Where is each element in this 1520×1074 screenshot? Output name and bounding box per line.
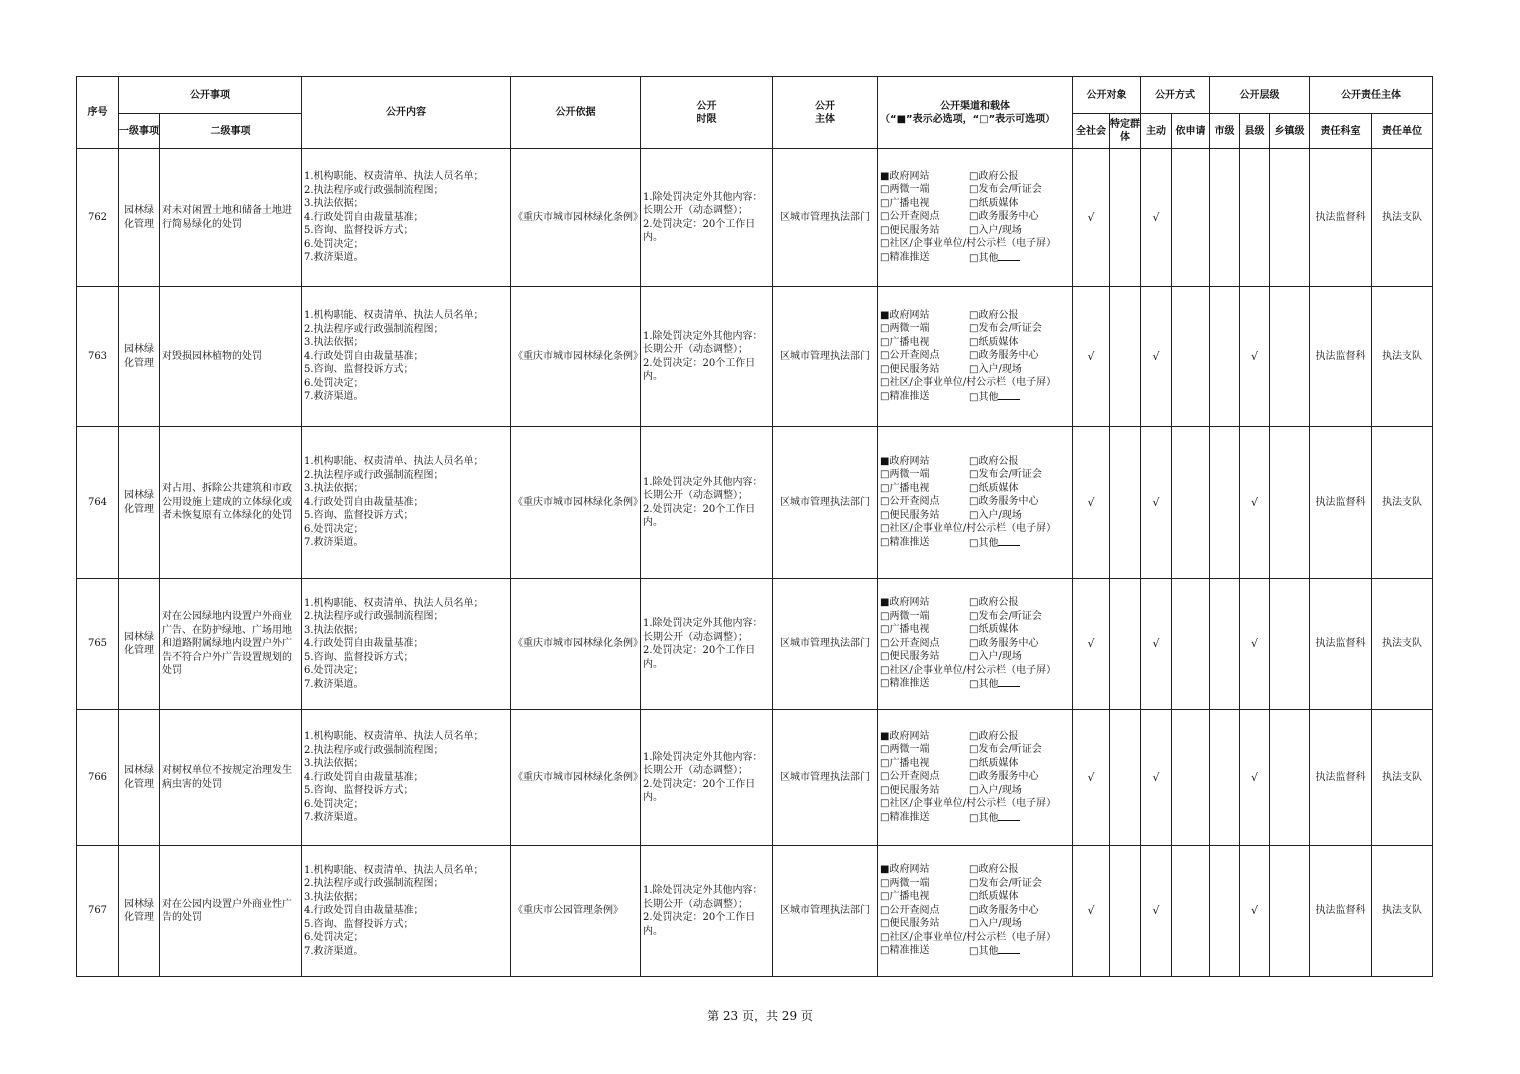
- channel-option: □入户/现场: [969, 363, 1022, 375]
- channel-option: □社区/企事业单位/村公示栏（电子屏）: [880, 523, 1057, 535]
- cell-target-all: √: [1073, 427, 1110, 579]
- channel-option: □政府公报: [969, 309, 1019, 321]
- channel-option: □便民服务站: [880, 651, 940, 663]
- cell-content: 1.机构职能、权责清单、执法人员名单； 2.执法程序或行政强制流程图； 3.执法依据； 4.行政处罚自由裁量基准； 5.咨询、监督投诉方式； 6.处罚决定； 7.救济渠道。: [302, 579, 511, 710]
- blank-line: [998, 536, 1020, 546]
- cell-basis: 《重庆市城市园林绿化条例》: [511, 579, 641, 710]
- cell-level-town: [1270, 710, 1310, 846]
- cell-level-city: [1210, 579, 1240, 710]
- cell-target-specific: [1110, 579, 1141, 710]
- header-seq: 序号: [77, 77, 119, 149]
- channel-option: □社区/企事业单位/村公示栏（电子屏）: [880, 377, 1057, 389]
- channel-option: □公开查阅点: [880, 771, 940, 783]
- cell-subject: 区城市管理执法部门: [773, 710, 878, 846]
- cell-level-town: [1270, 579, 1310, 710]
- channel-option: □发布会/听证会: [969, 610, 1042, 622]
- blank-line: [998, 811, 1020, 821]
- cell-mode-request: [1172, 149, 1210, 287]
- cell-level-city: [1210, 710, 1240, 846]
- channel-list: [878, 863, 1072, 959]
- cell-level-county: √: [1240, 579, 1270, 710]
- cell-resp-unit: 执法支队: [1372, 287, 1433, 427]
- cell-channels: [878, 149, 1073, 287]
- channel-option: □便民服务站: [880, 363, 940, 375]
- cell-level-town: [1270, 287, 1310, 427]
- table-row: [77, 710, 1433, 846]
- header-channel-note: （“■”表示必选项，“□”表示可选项）: [880, 113, 1056, 125]
- cell-target-specific: [1110, 846, 1141, 977]
- cell-channels: [878, 427, 1073, 579]
- channel-option: □两微一端: [880, 323, 930, 335]
- cell-level1-item: 园林绿化管理: [119, 149, 160, 287]
- cell-content: 1.机构职能、权责清单、执法人员名单； 2.执法程序或行政强制流程图； 3.执法依据； 4.行政处罚自由裁量基准； 5.咨询、监督投诉方式； 6.处罚决定； 7.救济渠道。: [302, 846, 511, 977]
- channel-option-other: [969, 390, 1072, 405]
- channel-option: □公开查阅点: [880, 350, 940, 362]
- cell-level-county: √: [1240, 427, 1270, 579]
- channel-option: □便民服务站: [880, 509, 940, 521]
- table-row: [77, 427, 1433, 579]
- channel-option: □两微一端: [880, 610, 930, 622]
- header-item-l1: 一级事项: [119, 114, 160, 149]
- channel-option: □发布会/听证会: [969, 323, 1042, 335]
- cell-resp-dept: 执法监督科: [1310, 427, 1372, 579]
- cell-target-all: √: [1073, 710, 1110, 846]
- cell-level-county: √: [1240, 710, 1270, 846]
- header-mode-active: 主动: [1141, 114, 1172, 149]
- cell-level1-item: 园林绿化管理: [119, 287, 160, 427]
- channel-option: □其他: [969, 252, 999, 264]
- header-level-town: 乡镇级: [1270, 114, 1310, 149]
- cell-deadline: 1.除处罚决定外其他内容：长期公开（动态调整）； 2.处罚决定：20个工作日内。: [641, 710, 773, 846]
- channel-option: □广播电视: [880, 197, 930, 209]
- channel-option: □便民服务站: [880, 224, 940, 236]
- header-target-specific: 特定群体: [1110, 114, 1141, 149]
- channel-option: □政府公报: [969, 455, 1019, 467]
- header-item-group: 公开事项: [119, 77, 302, 114]
- header-level-city: 市级: [1210, 114, 1240, 149]
- header-level-county: 县级: [1240, 114, 1270, 149]
- channel-option: □其他: [969, 679, 999, 691]
- channel-option: □入户/现场: [969, 784, 1022, 796]
- channel-option: □纸质媒体: [969, 197, 1019, 209]
- disclosure-table: [76, 76, 1433, 977]
- cell-mode-active: √: [1141, 427, 1172, 579]
- cell-mode-active: √: [1141, 710, 1172, 846]
- cell-basis: 《重庆市公园管理条例》: [511, 846, 641, 977]
- header-resp-dept: 责任科室: [1310, 114, 1372, 149]
- cell-target-specific: [1110, 710, 1141, 846]
- cell-mode-active: √: [1141, 846, 1172, 977]
- cell-level-city: [1210, 427, 1240, 579]
- cell-target-specific: [1110, 287, 1141, 427]
- cell-resp-dept: 执法监督科: [1310, 287, 1372, 427]
- cell-content: 1.机构职能、权责清单、执法人员名单； 2.执法程序或行政强制流程图； 3.执法依据； 4.行政处罚自由裁量基准； 5.咨询、监督投诉方式； 6.处罚决定； 7.救济渠道。: [302, 710, 511, 846]
- cell-no: 764: [77, 427, 119, 579]
- cell-level2-item: 对在公园绿地内设置户外商业广告、在防护绿地、广场用地和道路附属绿地内设置户外广告不符合户外广告设置规划的处罚: [160, 579, 302, 710]
- channel-option: □政务服务中心: [969, 350, 1039, 362]
- table-header: [77, 77, 1433, 149]
- cell-mode-request: [1172, 427, 1210, 579]
- cell-level2-item: 对树权单位不按规定治理发生病虫害的处罚: [160, 710, 302, 846]
- cell-level-city: [1210, 846, 1240, 977]
- channel-option: □政府公报: [969, 170, 1019, 182]
- cell-level1-item: 园林绿化管理: [119, 427, 160, 579]
- cell-deadline: 1.除处罚决定外其他内容：长期公开（动态调整）； 2.处罚决定：20个工作日内。: [641, 287, 773, 427]
- channel-option: □政务服务中心: [969, 904, 1039, 916]
- header-deadline: 公开 时限: [641, 77, 773, 149]
- channel-option: □政务服务中心: [969, 771, 1039, 783]
- channel-option: □纸质媒体: [969, 891, 1019, 903]
- cell-mode-active: √: [1141, 149, 1172, 287]
- channel-option: □纸质媒体: [969, 757, 1019, 769]
- cell-mode-active: √: [1141, 579, 1172, 710]
- blank-line: [998, 390, 1020, 400]
- channel-option: □广播电视: [880, 336, 930, 348]
- channel-option: □广播电视: [880, 757, 930, 769]
- channel-option: □其他: [969, 812, 999, 824]
- channel-option: □公开查阅点: [880, 904, 940, 916]
- channel-option: □精准推送: [880, 251, 930, 263]
- cell-level1-item: 园林绿化管理: [119, 579, 160, 710]
- blank-line: [998, 251, 1020, 261]
- cell-mode-request: [1172, 287, 1210, 427]
- cell-resp-unit: 执法支队: [1372, 710, 1433, 846]
- cell-mode-active: √: [1141, 287, 1172, 427]
- cell-resp-dept: 执法监督科: [1310, 579, 1372, 710]
- channel-option: □政务服务中心: [969, 211, 1039, 223]
- channel-option: □入户/现场: [969, 509, 1022, 521]
- channel-option: □精准推送: [880, 945, 930, 957]
- cell-deadline: 1.除处罚决定外其他内容：长期公开（动态调整）； 2.处罚决定：20个工作日内。: [641, 149, 773, 287]
- cell-resp-unit: 执法支队: [1372, 427, 1433, 579]
- channel-option: □其他: [969, 946, 999, 958]
- cell-level-county: √: [1240, 846, 1270, 977]
- cell-level-town: [1270, 149, 1310, 287]
- cell-level2-item: 对在公园内设置户外商业性广告的处罚: [160, 846, 302, 977]
- cell-resp-dept: 执法监督科: [1310, 846, 1372, 977]
- channel-option: □纸质媒体: [969, 624, 1019, 636]
- channel-option-other: [969, 944, 1072, 959]
- channel-option: □政务服务中心: [969, 496, 1039, 508]
- cell-content: 1.机构职能、权责清单、执法人员名单； 2.执法程序或行政强制流程图； 3.执法依据； 4.行政处罚自由裁量基准； 5.咨询、监督投诉方式； 6.处罚决定； 7.救济渠道。: [302, 287, 511, 427]
- cell-resp-unit: 执法支队: [1372, 149, 1433, 287]
- channel-option: □社区/企事业单位/村公示栏（电子屏）: [880, 664, 1057, 676]
- header-subject: 公开 主体: [773, 77, 878, 149]
- channel-option: □广播电视: [880, 624, 930, 636]
- cell-no: 767: [77, 846, 119, 977]
- cell-deadline: 1.除处罚决定外其他内容：长期公开（动态调整）； 2.处罚决定：20个工作日内。: [641, 427, 773, 579]
- cell-no: 766: [77, 710, 119, 846]
- channel-option: □便民服务站: [880, 918, 940, 930]
- channel-option: □便民服务站: [880, 784, 940, 796]
- channel-option: □政府公报: [969, 730, 1019, 742]
- cell-level-city: [1210, 287, 1240, 427]
- channel-option: □政府公报: [969, 597, 1019, 609]
- cell-deadline: 1.除处罚决定外其他内容：长期公开（动态调整）； 2.处罚决定：20个工作日内。: [641, 579, 773, 710]
- cell-target-all: √: [1073, 579, 1110, 710]
- channel-option: □发布会/听证会: [969, 877, 1042, 889]
- channel-option: □精准推送: [880, 536, 930, 548]
- channel-option: □纸质媒体: [969, 336, 1019, 348]
- cell-mode-request: [1172, 579, 1210, 710]
- channel-option-other: [969, 677, 1072, 692]
- channel-option: □广播电视: [880, 482, 930, 494]
- cell-no: 763: [77, 287, 119, 427]
- cell-content: 1.机构职能、权责清单、执法人员名单； 2.执法程序或行政强制流程图； 3.执法依据； 4.行政处罚自由裁量基准； 5.咨询、监督投诉方式； 6.处罚决定； 7.救济渠道。: [302, 427, 511, 579]
- channel-option: □精准推送: [880, 811, 930, 823]
- channel-option: ■政府网站: [880, 309, 930, 321]
- channel-option: □社区/企事业单位/村公示栏（电子屏）: [880, 931, 1057, 943]
- cell-basis: 《重庆市城市园林绿化条例》: [511, 149, 641, 287]
- channel-option: ■政府网站: [880, 170, 930, 182]
- cell-level-county: [1240, 149, 1270, 287]
- cell-content: 1.机构职能、权责清单、执法人员名单； 2.执法程序或行政强制流程图； 3.执法依据； 4.行政处罚自由裁量基准； 5.咨询、监督投诉方式； 6.处罚决定； 7.救济渠道。: [302, 149, 511, 287]
- cell-mode-request: [1172, 846, 1210, 977]
- cell-mode-request: [1172, 710, 1210, 846]
- channel-option: □纸质媒体: [969, 482, 1019, 494]
- channel-option: ■政府网站: [880, 864, 930, 876]
- page-footer: 第 23 页，共 29 页: [707, 1009, 813, 1023]
- channel-option: □政务服务中心: [969, 637, 1039, 649]
- cell-no: 765: [77, 579, 119, 710]
- blank-line: [998, 944, 1020, 954]
- channel-option: □其他: [969, 537, 999, 549]
- cell-basis: 《重庆市城市园林绿化条例》: [511, 710, 641, 846]
- cell-target-specific: [1110, 149, 1141, 287]
- cell-target-specific: [1110, 427, 1141, 579]
- cell-channels: [878, 579, 1073, 710]
- cell-basis: 《重庆市城市园林绿化条例》: [511, 427, 641, 579]
- channel-option: □社区/企事业单位/村公示栏（电子屏）: [880, 238, 1057, 250]
- header-channel-title: 公开渠道和载体: [940, 100, 1010, 112]
- channel-option: □精准推送: [880, 390, 930, 402]
- header-content: 公开内容: [302, 77, 511, 149]
- cell-subject: 区城市管理执法部门: [773, 579, 878, 710]
- channel-list: [878, 309, 1072, 405]
- cell-level-town: [1270, 846, 1310, 977]
- channel-option: ■政府网站: [880, 730, 930, 742]
- header-target-all: 全社会: [1073, 114, 1110, 149]
- channel-option: □公开查阅点: [880, 211, 940, 223]
- channel-list: [878, 730, 1072, 826]
- header-resp-unit: 责任单位: [1372, 114, 1433, 149]
- cell-resp-unit: 执法支队: [1372, 579, 1433, 710]
- cell-resp-dept: 执法监督科: [1310, 710, 1372, 846]
- channel-option: □广播电视: [880, 891, 930, 903]
- channel-list: [878, 170, 1072, 266]
- channel-option: □两微一端: [880, 469, 930, 481]
- cell-channels: [878, 846, 1073, 977]
- channel-option: □社区/企事业单位/村公示栏（电子屏）: [880, 798, 1057, 810]
- table-row: [77, 287, 1433, 427]
- channel-option: □其他: [969, 391, 999, 403]
- channel-option: □发布会/听证会: [969, 469, 1042, 481]
- channel-option: ■政府网站: [880, 597, 930, 609]
- cell-level2-item: 对毁损园林植物的处罚: [160, 287, 302, 427]
- channel-option: □入户/现场: [969, 918, 1022, 930]
- header-resp-group: 公开责任主体: [1310, 77, 1433, 114]
- cell-resp-dept: 执法监督科: [1310, 149, 1372, 287]
- cell-level2-item: 对占用、拆除公共建筑和市政公用设施上建成的立体绿化或者未恢复原有立体绿化的处罚: [160, 427, 302, 579]
- header-target-group: 公开对象: [1073, 77, 1141, 114]
- cell-resp-unit: 执法支队: [1372, 846, 1433, 977]
- cell-subject: 区城市管理执法部门: [773, 846, 878, 977]
- channel-option: □公开查阅点: [880, 637, 940, 649]
- channel-option: □精准推送: [880, 678, 930, 690]
- cell-target-all: √: [1073, 149, 1110, 287]
- cell-level-city: [1210, 149, 1240, 287]
- channel-option: □两微一端: [880, 744, 930, 756]
- channel-option: □两微一端: [880, 184, 930, 196]
- channel-option: □入户/现场: [969, 651, 1022, 663]
- channel-option-other: [969, 251, 1072, 266]
- channel-option: ■政府网站: [880, 455, 930, 467]
- blank-line: [998, 677, 1020, 687]
- channel-option: □发布会/听证会: [969, 184, 1042, 196]
- header-basis: 公开依据: [511, 77, 641, 149]
- cell-level-town: [1270, 427, 1310, 579]
- channel-option: □两微一端: [880, 877, 930, 889]
- table-row: [77, 149, 1433, 287]
- channel-list: [878, 455, 1072, 551]
- channel-option: □公开查阅点: [880, 496, 940, 508]
- cell-subject: 区城市管理执法部门: [773, 149, 878, 287]
- channel-option: □发布会/听证会: [969, 744, 1042, 756]
- header-channel: [878, 77, 1073, 149]
- table-row: [77, 846, 1433, 977]
- cell-subject: 区城市管理执法部门: [773, 287, 878, 427]
- cell-level2-item: 对未对闲置土地和储备土地进行简易绿化的处罚: [160, 149, 302, 287]
- channel-option-other: [969, 811, 1072, 826]
- table-body: [77, 149, 1433, 977]
- cell-level1-item: 园林绿化管理: [119, 846, 160, 977]
- cell-basis: 《重庆市城市园林绿化条例》: [511, 287, 641, 427]
- header-mode-request: 依申请: [1172, 114, 1210, 149]
- channel-option: □入户/现场: [969, 224, 1022, 236]
- cell-channels: [878, 710, 1073, 846]
- channel-option-other: [969, 536, 1072, 551]
- cell-deadline: 1.除处罚决定外其他内容：长期公开（动态调整）； 2.处罚决定：20个工作日内。: [641, 846, 773, 977]
- header-item-l2: 二级事项: [160, 114, 302, 149]
- channel-option: □政府公报: [969, 864, 1019, 876]
- table-row: [77, 579, 1433, 710]
- channel-list: [878, 596, 1072, 692]
- header-mode-group: 公开方式: [1141, 77, 1210, 114]
- cell-level1-item: 园林绿化管理: [119, 710, 160, 846]
- cell-target-all: √: [1073, 846, 1110, 977]
- cell-target-all: √: [1073, 287, 1110, 427]
- cell-level-county: √: [1240, 287, 1270, 427]
- cell-subject: 区城市管理执法部门: [773, 427, 878, 579]
- cell-channels: [878, 287, 1073, 427]
- cell-no: 762: [77, 149, 119, 287]
- header-level-group: 公开层级: [1210, 77, 1310, 114]
